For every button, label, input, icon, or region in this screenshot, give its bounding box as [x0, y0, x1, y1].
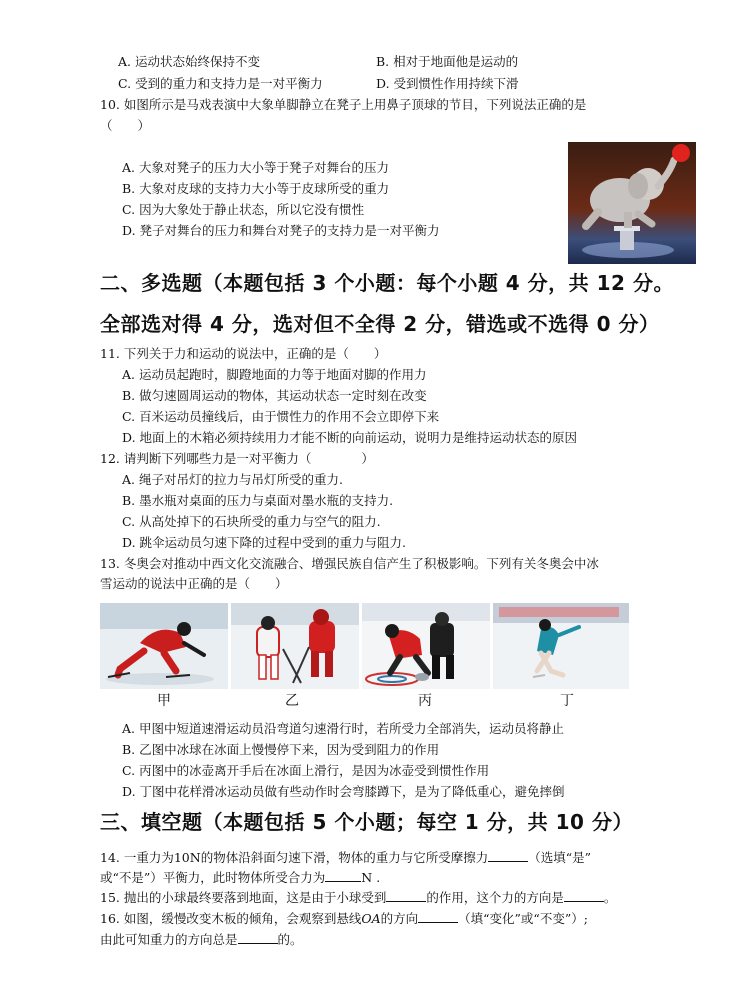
q12-stem: 12. 请判断下列哪些力是一对平衡力（ ） [100, 451, 374, 466]
section-2-heading-line-1: 二、多选题（本题包括 3 个小题：每个小题 4 分，共 12 分。 [100, 271, 674, 295]
q13-option-c: C. 丙图中的冰壶离开手后在冰面上滑行，是因为冰壶受到惯性作用 [122, 763, 490, 778]
q14-blank-2[interactable] [325, 869, 361, 882]
q15-text-b: 的作用，这个力的方向是 [426, 890, 564, 905]
q10-option-c: C. 因为大象处于静止状态，所以它没有惯性 [122, 202, 365, 217]
q16-text-e: 的。 [277, 932, 303, 947]
q16-blank-2[interactable] [238, 931, 278, 944]
q16-line-2 [100, 931, 303, 948]
q15-text-a: 15. 抛出的小球最终要落到地面，这是由于小球受到 [100, 890, 387, 905]
q11-option-b: B. 做匀速圆周运动的物体，其运动状态一定时刻在改变 [122, 388, 427, 403]
q15-blank-2[interactable] [564, 889, 604, 902]
q14-line-1 [100, 849, 591, 866]
q13-stem-line-1: 13. 冬奥会对推动中西文化交流融合、增强民族自信产生了积极影响。下列有关冬奥会中冰 [100, 556, 599, 571]
q10-option-d: D. 凳子对舞台的压力和舞台对凳子的支持力是一对平衡力 [122, 223, 440, 238]
q11-option-d: D. 地面上的木箱必须持续用力才能不断的向前运动，说明力是维持运动状态的原因 [122, 430, 578, 445]
caption-bing: 丙 [418, 693, 432, 709]
q16-text-b: 的方向 [380, 911, 419, 926]
q9-option-b: B. 相对于地面他是运动的 [376, 54, 519, 69]
q12-option-a: A. 绳子对吊灯的拉力与吊灯所受的重力. [122, 472, 343, 487]
q14-text-b: （选填“是” [528, 850, 591, 865]
speed-skating-image [100, 603, 228, 689]
q11-option-c: C. 百米运动员撞线后，由于惯性力的作用不会立即停下来 [122, 409, 440, 424]
q12-option-b: B. 墨水瓶对桌面的压力与桌面对墨水瓶的支持力. [122, 493, 394, 508]
q15-line [100, 889, 616, 906]
q15-blank-1[interactable] [386, 889, 426, 902]
caption-ding: 丁 [560, 693, 574, 709]
q9-option-d: D. 受到惯性作用持续下滑 [376, 76, 519, 91]
q13-option-d: D. 丁图中花样滑冰运动员做有些动作时会弯膝蹲下，是为了降低重心，避免摔倒 [122, 784, 565, 799]
q16-blank-1[interactable] [418, 910, 458, 923]
elephant-circus-image [568, 142, 696, 264]
q14-text-c: 或“不是”）平衡力，此时物体所受合力为 [100, 870, 326, 885]
q12-option-c: C. 从高处掉下的石块所受的重力与空气的阻力. [122, 514, 381, 529]
ice-hockey-image [231, 603, 359, 689]
q10-answer-paren: （ ） [100, 118, 151, 133]
figure-skating-image [493, 603, 629, 689]
q9-option-a: A. 运动状态始终保持不变 [118, 54, 260, 69]
q16-text-d: 由此可知重力的方向总是 [100, 932, 238, 947]
section-2-heading-line-2: 全部选对得 4 分，选对但不全得 2 分，错选或不选得 0 分） [100, 312, 660, 336]
q13-option-a: A. 甲图中短道速滑运动员沿弯道匀速滑行时，若所受力全部消失，运动员将静止 [122, 721, 564, 736]
q14-text-d: N . [361, 870, 381, 885]
q13-option-b: B. 乙图中冰球在冰面上慢慢停下来，因为受到阻力的作用 [122, 742, 440, 757]
q11-stem: 11. 下列关于力和运动的说法中，正确的是（ ） [100, 346, 387, 361]
q16-line-1 [100, 910, 588, 927]
caption-yi: 乙 [285, 693, 299, 709]
q14-text-a: 14. 一重力为10N的物体沿斜面匀速下滑，物体的重力与它所受摩擦力 [100, 850, 489, 865]
q14-blank-1[interactable] [488, 849, 528, 862]
q10-option-a: A. 大象对凳子的压力大小等于凳子对舞台的压力 [122, 160, 389, 175]
q15-text-c: 。 [603, 890, 617, 905]
q10-option-b: B. 大象对皮球的支持力大小等于皮球所受的重力 [122, 181, 390, 196]
q12-option-d: D. 跳伞运动员匀速下降的过程中受到的重力与阻力. [122, 535, 406, 550]
q9-option-c: C. 受到的重力和支持力是一对平衡力 [118, 76, 323, 91]
q16-text-a: 16. 如图，缓慢改变木板的倾角，会观察到悬线 [100, 911, 362, 926]
q11-option-a: A. 运动员起跑时，脚蹬地面的力等于地面对脚的作用力 [122, 367, 427, 382]
q16-text-c: （填“变化”或“不变”）; [458, 911, 588, 926]
q14-line-2 [100, 869, 380, 886]
q13-stem-line-2: 雪运动的说法中正确的是（ ） [100, 576, 288, 591]
caption-jia: 甲 [157, 693, 171, 709]
section-3-heading: 三、填空题（本题包括 5 个小题；每空 1 分，共 10 分） [100, 810, 633, 834]
q10-stem: 10. 如图所示是马戏表演中大象单脚静立在凳子上用鼻子顶球的节目，下列说法正确的是 [100, 97, 587, 112]
curling-image [362, 603, 490, 689]
q16-text-oa: OA [361, 911, 381, 926]
